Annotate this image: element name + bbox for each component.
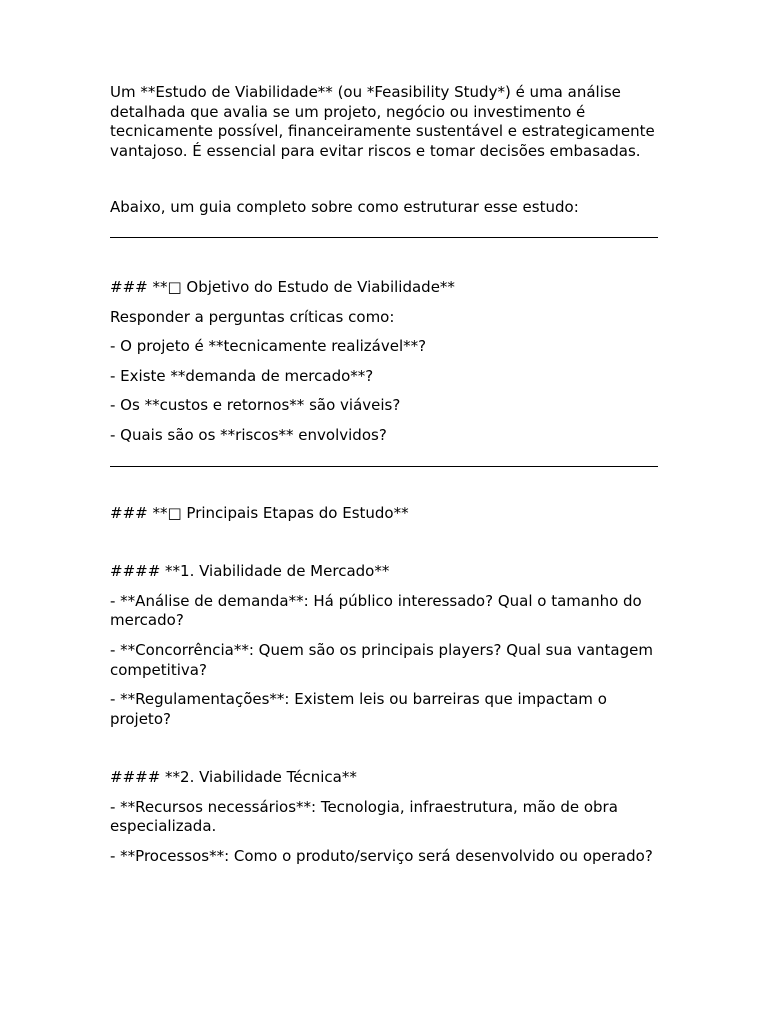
list-item: - Os **custos e retornos** são viáveis? xyxy=(110,396,401,415)
lead-paragraph: Abaixo, um guia completo sobre como estruturar esse estudo: xyxy=(110,198,579,217)
list-item: - **Recursos necessários**: Tecnologia, infraestrutura, mão de obra especializada. xyxy=(110,797,618,836)
list-item: - **Análise de demanda**: Há público interessado? Qual o tamanho do mercado? xyxy=(110,591,642,630)
divider xyxy=(110,237,658,238)
objective-question: Responder a perguntas críticas como: xyxy=(110,307,395,326)
list-item: - **Concorrência**: Quem são os principais players? Qual sua vantagem competitiva? xyxy=(110,640,653,679)
list-item: - **Processos**: Como o produto/serviço será desenvolvido ou operado? xyxy=(110,847,653,866)
subsection-heading-technical: #### **2. Viabilidade Técnica** xyxy=(110,768,357,787)
section-heading-objective: ### **□ Objetivo do Estudo de Viabilidade** xyxy=(110,277,455,296)
divider xyxy=(110,466,658,467)
document-body xyxy=(110,83,658,877)
list-item: - Quais são os **riscos** envolvidos? xyxy=(110,425,387,444)
list-item: - **Regulamentações**: Existem leis ou barreiras que impactam o projeto? xyxy=(110,690,607,728)
list-item: - O projeto é **tecnicamente realizável**? xyxy=(110,337,427,356)
list-item: - Existe **demanda de mercado**? xyxy=(110,366,374,385)
intro-paragraph: Um **Estudo de Viabilidade** (ou *Feasibility Study*) é uma análise detalhada que avalia se um projeto, negócio ou investimento é tecnicamente possível, financeiramente sustentável e estrategicamente vantajoso. É essencial para evitar riscos e tomar decisões embasadas. xyxy=(110,83,655,160)
section-heading-steps: ### **□ Principais Etapas do Estudo** xyxy=(110,503,409,522)
subsection-heading-market: #### **1. Viabilidade de Mercado** xyxy=(110,562,390,581)
